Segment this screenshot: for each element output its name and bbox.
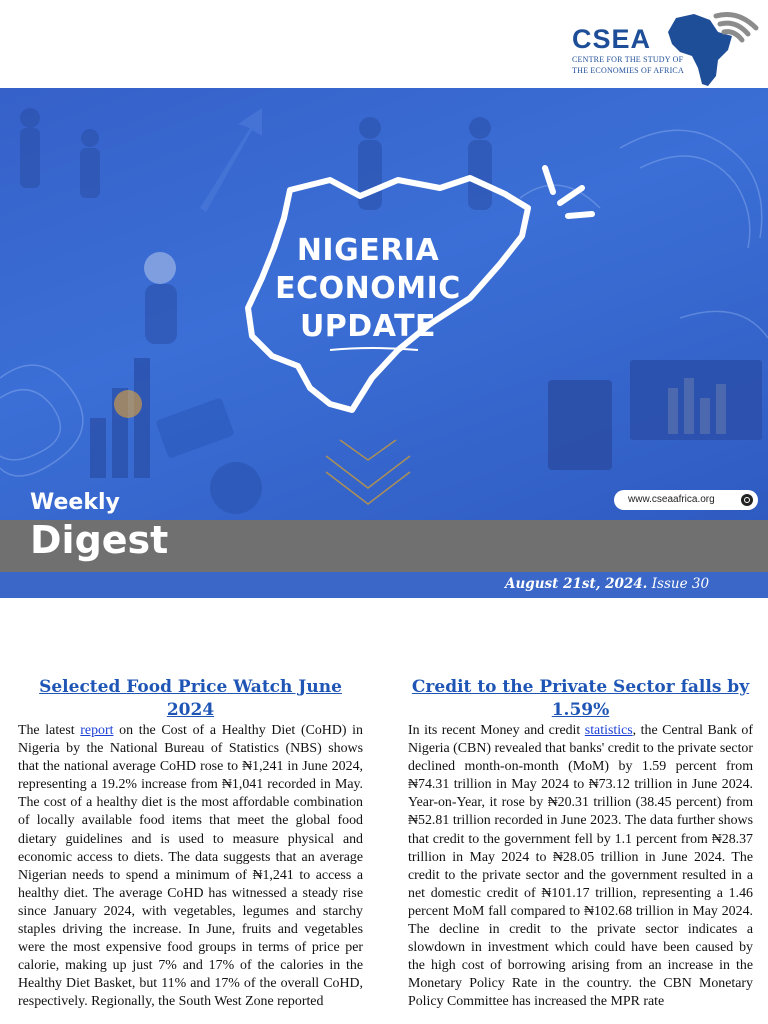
- article-intro: In its recent Money and credit: [408, 723, 585, 738]
- weekly-label: Weekly: [30, 490, 120, 515]
- africa-map-icon: [658, 10, 762, 88]
- hero-title: [248, 232, 488, 346]
- hero-banner: [0, 88, 768, 520]
- article-intro: The latest: [18, 723, 81, 738]
- search-icon: [741, 494, 753, 506]
- article-food-price: [18, 676, 363, 1012]
- hero-title-line2: ECONOMIC: [275, 271, 461, 306]
- issue-number: Issue 30: [651, 576, 710, 592]
- logo-tagline-1: CENTRE FOR THE STUDY OF: [572, 55, 684, 64]
- article-body: [18, 722, 363, 1012]
- statistics-link[interactable]: statistics: [584, 723, 633, 738]
- date-bar: [0, 572, 768, 598]
- article-text: , the Central Bank of Nigeria (CBN) revealed that banks' credit to the private sector declined month-on-month (MoM) by 1.59 percent from ₦74.31 trillion in May 2024 to ₦73.12 trillion in June 2024. Year-on-Year, it rose by ₦20.31 trillion (38.45 percent) from ₦52.81 trillion recorded in June 2023. The data further shows that credit to the government fell by 1.1 percent from ₦28.37 trillion in May 2024 to ₦28.05 trillion in June 2024. The credit to the private sector and the government resulted in a net domestic credit of ₦101.17 trillion, representing a 1.46 percent MoM fall compared to ₦102.68 trillion in May 2024. The decline in credit to the private sector indicates a slowdown in investment which could have been caused by the high cost of borrowing arising from an increase in the Monetary Policy Rate in the country. the CBN Monetary Policy Committee has increased the MPR rate: [408, 723, 753, 1010]
- csea-logo: [572, 10, 762, 88]
- logo-tagline-2: THE ECONOMIES OF AFRICA: [572, 66, 684, 75]
- article-title[interactable]: Credit to the Private Sector falls by 1.59%: [411, 677, 750, 720]
- report-link[interactable]: report: [80, 723, 114, 738]
- article-text: on the Cost of a Healthy Diet (CoHD) in Nigeria by the National Bureau of Statistics (NBS) shows that the national average CoHD rose to ₦1,241 in June 2024, representing a 19.2% increase from ₦1,041 recorded in May. The cost of a healthy diet is the most affordable combination of locally available food items that meet the global food dietary guidelines and is used to measure physical and economic access to diets. The data suggests that an average Nigerian needs to spend a minimum of ₦1,241 to access a healthy diet. The average CoHD has witnessed a steady rise since January 2024, with vegetables, legumes and starchy staples driving the increase. In June, fruits and vegetables were the most expensive food groups in terms of price per calorie, making up just 7% and 17% of the calories in the Healthy Diet Basket, but 11% and 17% of the overall CoHD, respectively. Regionally, the South West Zone reported: [18, 723, 363, 1010]
- issue-date-line: [505, 576, 709, 592]
- website-url: www.cseaafrica.org: [628, 494, 715, 505]
- article-private-credit: [408, 676, 753, 1012]
- digest-label: Digest: [30, 518, 169, 562]
- website-pill[interactable]: [614, 490, 758, 510]
- hero-title-line1: NIGERIA: [296, 233, 440, 268]
- issue-date: August 21st, 2024.: [505, 576, 648, 592]
- article-body: [408, 722, 753, 1012]
- logo-wordmark: CSEA: [572, 24, 652, 54]
- article-title[interactable]: Selected Food Price Watch June 2024: [39, 677, 342, 720]
- hero-title-line3: UPDATE: [299, 309, 437, 344]
